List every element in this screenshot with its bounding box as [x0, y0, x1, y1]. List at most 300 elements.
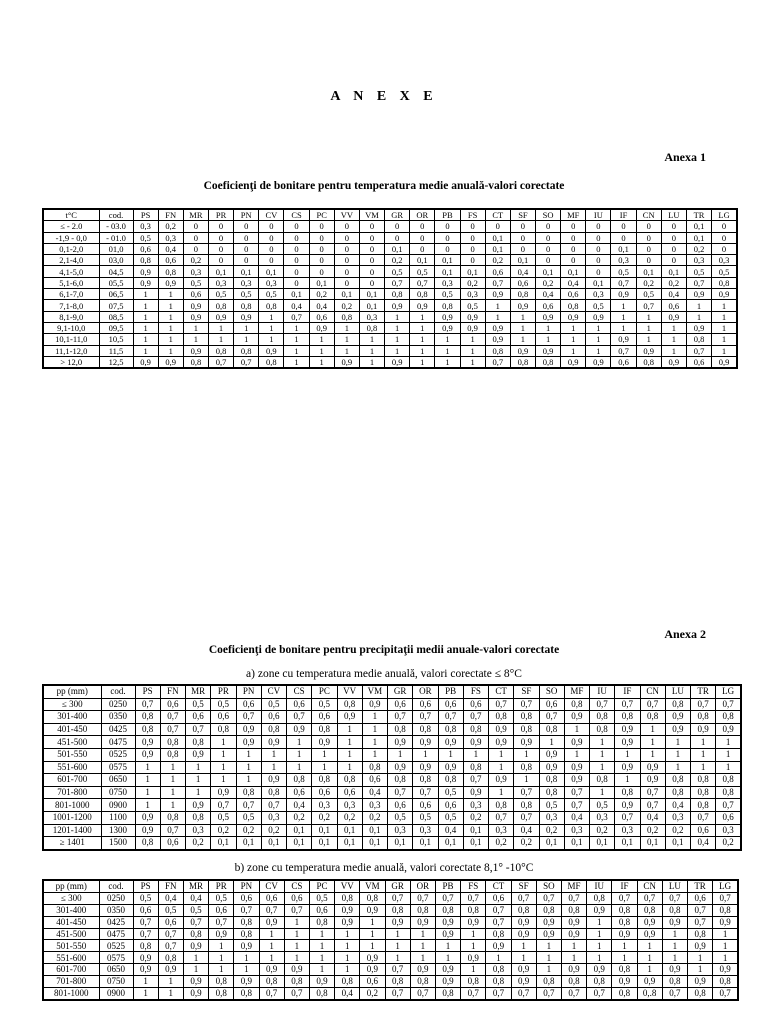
table-cell: 0,5	[586, 300, 611, 311]
table-cell: 1	[158, 289, 183, 300]
table-cell: 0,8	[514, 723, 539, 736]
table-cell: 0,1	[211, 837, 236, 850]
table-cell: 0,9	[489, 736, 514, 749]
table-cell: 0,7	[388, 786, 413, 799]
table-cell: 1	[261, 748, 286, 761]
column-header: FN	[158, 209, 183, 221]
table-cell: 0,9	[536, 928, 561, 940]
table-cell: 1	[691, 736, 716, 749]
table-cell: 0,3	[388, 824, 413, 837]
table-cell: 0,5	[438, 811, 463, 824]
table-cell: 0	[359, 221, 384, 232]
table-cell: 0,3	[183, 266, 208, 277]
table-cell: ≥ 1401	[43, 837, 101, 850]
table-cell: 0,9	[234, 976, 259, 988]
table-row	[43, 334, 737, 345]
table-cell: 0	[234, 232, 259, 243]
table-cell: 0,8	[183, 928, 208, 940]
table-cell: 0,8	[438, 774, 463, 787]
table-cell: 0,9	[209, 928, 234, 940]
table-cell: 0,9	[385, 300, 410, 311]
table-cell: 0,6	[261, 711, 286, 724]
table-cell: 0,8	[186, 736, 211, 749]
table-cell: 0,9	[637, 928, 662, 940]
table-cell: 0,7	[687, 916, 712, 928]
table-cell: 1	[385, 311, 410, 322]
table-cell: 0,2	[514, 837, 539, 850]
table-cell: 1	[337, 723, 362, 736]
table-cell: 1	[590, 786, 615, 799]
table-cell: 1201-1400	[43, 824, 101, 837]
table-cell: 0,7	[561, 892, 586, 904]
column-header: TR	[686, 209, 711, 221]
table-cell: 0,8	[158, 266, 183, 277]
column-header: CS	[284, 880, 309, 892]
table-cell: 0,8	[691, 711, 716, 724]
table-cell: 0,8	[160, 736, 185, 749]
table-cell: 0,1	[564, 837, 589, 850]
table-cell: 0,8	[410, 904, 435, 916]
column-header: SF	[510, 209, 535, 221]
table-cell: 0,8	[587, 976, 612, 988]
table-cell: 501-550	[43, 748, 101, 761]
table-cell: 0,7	[691, 698, 716, 711]
table-cell: 0,5	[435, 289, 460, 300]
table-cell: 0,9	[186, 799, 211, 812]
table-cell: 0	[435, 243, 460, 254]
column-header: CN	[640, 685, 665, 698]
table-cell: 1	[586, 322, 611, 333]
table-cell: 0,1	[410, 255, 435, 266]
table-cell: 0,2	[590, 824, 615, 837]
table-cell: 0,8	[410, 289, 435, 300]
table-cell: 0,3	[665, 811, 690, 824]
table-cell: 0,6	[133, 243, 158, 254]
table-cell: 0,1	[359, 300, 384, 311]
table-cell: 1	[309, 334, 334, 345]
table-cell: 0	[460, 232, 485, 243]
table-cell: 1	[586, 345, 611, 356]
table-cell: 0,8	[160, 811, 185, 824]
table-cell: 1	[485, 311, 510, 322]
table-cell: 0,7	[133, 916, 158, 928]
column-header: TR	[687, 880, 712, 892]
table-cell: 1	[133, 976, 158, 988]
table-cell: 0,7	[640, 786, 665, 799]
table-cell: 0,8	[234, 988, 259, 1000]
table-cell: 0,5	[209, 892, 234, 904]
table-cell: 0,8	[539, 723, 564, 736]
table-cell: 0,6	[259, 892, 284, 904]
table-cell: 0,7	[716, 799, 741, 812]
table-cell: 0,7	[485, 277, 510, 288]
table-cell: 0,2	[539, 824, 564, 837]
table-cell: 1	[662, 928, 687, 940]
table-cell: 0,4	[183, 892, 208, 904]
table-cell: 0,7	[514, 811, 539, 824]
column-header: MF	[561, 209, 586, 221]
table-cell: 0,9	[335, 916, 360, 928]
table-cell: 0,1	[485, 243, 510, 254]
table-cell: 1	[183, 964, 208, 976]
table-cell: 1	[561, 322, 586, 333]
table-cell: 401-450	[43, 723, 101, 736]
column-header: PB	[438, 685, 463, 698]
table-cell: 0,9	[133, 356, 158, 368]
table-cell: 0,2	[360, 988, 385, 1000]
table-cell: 301-400	[43, 904, 99, 916]
table-cell: 0	[586, 255, 611, 266]
table-cell: 1	[489, 761, 514, 774]
table-row	[43, 356, 737, 368]
table-cell: 0,9	[413, 736, 438, 749]
table-cell: 05,5	[99, 277, 133, 288]
table-cell: 0,3	[435, 277, 460, 288]
table-cell: 0	[510, 221, 535, 232]
table-cell: 0,1	[590, 837, 615, 850]
table-row	[43, 723, 741, 736]
table-cell: 0,7	[410, 277, 435, 288]
table-cell: 0,9	[564, 711, 589, 724]
table-row	[43, 964, 738, 976]
table-cell: 1	[640, 723, 665, 736]
table-cell: 0250	[99, 892, 133, 904]
subtitle-a: a) zone cu temperatura medie anuală, valori corectate ≤ 8°C	[246, 668, 522, 680]
table-cell: 0,4	[640, 811, 665, 824]
table-cell: 0,7	[486, 916, 511, 928]
table-cell: 0	[259, 221, 284, 232]
table-cell: 0,9	[611, 334, 636, 345]
table-cell: 0,3	[489, 824, 514, 837]
table-cell: 0,1	[536, 266, 561, 277]
table-cell: 0,9	[561, 356, 586, 368]
table-cell: 0,9	[158, 356, 183, 368]
table-row	[43, 711, 741, 724]
table-cell: 0900	[101, 799, 135, 812]
table-cell: 0,9	[612, 928, 637, 940]
table-cell: 0,8	[590, 711, 615, 724]
column-header: pp (mm)	[43, 880, 99, 892]
table-cell: 0	[309, 266, 334, 277]
table-cell: 0,8	[713, 904, 738, 916]
table-cell: 1	[312, 748, 337, 761]
table-cell: 11,1-12,0	[43, 345, 99, 356]
table-cell: 1	[135, 761, 160, 774]
table-cell: 0,9	[234, 940, 259, 952]
table-cell: 0,4	[536, 289, 561, 300]
table-cell: 1	[611, 300, 636, 311]
table-cell: 0,6	[284, 892, 309, 904]
table-cell: 1	[211, 748, 236, 761]
table-cell: 0	[586, 266, 611, 277]
table-cell: 0,9	[611, 289, 636, 300]
table-cell: 0	[410, 232, 435, 243]
table-cell: 1	[359, 345, 384, 356]
table-cell: 0	[208, 243, 233, 254]
table-cell: 7,1-8,0	[43, 300, 99, 311]
table-cell: 0,8	[536, 356, 561, 368]
table-cell: 0,2	[312, 811, 337, 824]
table-cell: 0,8	[186, 811, 211, 824]
table-cell: 1	[612, 940, 637, 952]
table-cell: 0,6	[561, 289, 586, 300]
column-header: SF	[514, 685, 539, 698]
table-cell: 0,9	[158, 964, 183, 976]
table-cell: 0,1	[388, 837, 413, 850]
table-cell: 0,1	[435, 266, 460, 277]
table-cell: 1	[410, 345, 435, 356]
table-cell: 0	[359, 243, 384, 254]
table-cell: 0,2	[536, 277, 561, 288]
table-cell: 0	[309, 255, 334, 266]
table-cell: 1	[691, 761, 716, 774]
table-cell: 0	[334, 277, 359, 288]
column-header: MR	[186, 685, 211, 698]
table-cell: 0,8	[612, 904, 637, 916]
table-cell: 0,8	[312, 723, 337, 736]
table-cell: 0,1	[636, 266, 661, 277]
table-cell: 1	[133, 322, 158, 333]
table-cell: 0,9	[259, 916, 284, 928]
column-header: FS	[460, 209, 485, 221]
column-header: CS	[287, 685, 312, 698]
table-cell: 0,7	[636, 300, 661, 311]
table-cell: 0,2	[261, 824, 286, 837]
table-cell: 0,1	[460, 266, 485, 277]
table-cell: 0,9	[309, 322, 334, 333]
table-row	[43, 300, 737, 311]
table-cell: 0,5	[133, 232, 158, 243]
table-cell: 0,7	[564, 799, 589, 812]
table-cell: 1	[135, 799, 160, 812]
table-cell: 1	[211, 736, 236, 749]
column-header: PC	[309, 880, 334, 892]
table-cell: 1	[712, 311, 737, 322]
table-cell: 0,7	[438, 711, 463, 724]
table-cell: 1	[536, 322, 561, 333]
table-cell: 0,4	[564, 811, 589, 824]
page-title: A N E X E	[330, 89, 438, 104]
table-cell: 0,9	[236, 723, 261, 736]
table-cell: 0,9	[135, 811, 160, 824]
table-cell: 0,8	[261, 786, 286, 799]
table-cell: 0,8	[539, 774, 564, 787]
table-cell: 0,2	[716, 837, 741, 850]
table-cell: 1	[514, 774, 539, 787]
table-cell: 1	[564, 723, 589, 736]
table-cell: 0,4	[661, 289, 686, 300]
table-cell: 0,8	[636, 356, 661, 368]
table-cell: 1500	[101, 837, 135, 850]
table-cell: 06,5	[99, 289, 133, 300]
column-header: LG	[716, 685, 741, 698]
table-cell: 1	[637, 952, 662, 964]
table-cell: 0,7	[287, 711, 312, 724]
table-cell: 1	[615, 748, 640, 761]
table-cell: 0	[661, 243, 686, 254]
table-cell: 1	[686, 300, 711, 311]
table-cell: 0,9	[615, 799, 640, 812]
table-row	[43, 698, 741, 711]
table-cell: 1	[410, 356, 435, 368]
column-header: CT	[486, 880, 511, 892]
table-cell: 0,8	[687, 928, 712, 940]
table-cell: 1	[337, 761, 362, 774]
table-cell: 0,7	[385, 277, 410, 288]
table-cell: 0,7	[514, 698, 539, 711]
table-row	[43, 277, 737, 288]
table-cell: 0	[183, 243, 208, 254]
table-cell: 0,8	[236, 786, 261, 799]
column-header: SO	[539, 685, 564, 698]
table-cell: 0,8	[665, 698, 690, 711]
table-cell: 0,9	[561, 964, 586, 976]
column-header: CV	[259, 880, 284, 892]
table-cell: 1	[158, 322, 183, 333]
table-cell: 0,4	[287, 799, 312, 812]
table-cell: 0,7	[662, 988, 687, 1000]
table-cell: 0	[485, 221, 510, 232]
table-cell: 0,6	[362, 774, 387, 787]
column-header: CT	[485, 209, 510, 221]
table-cell: 0250	[101, 698, 135, 711]
table-cell: 0,7	[561, 988, 586, 1000]
table-cell: 0,7	[640, 698, 665, 711]
table-cell: 1	[362, 736, 387, 749]
table-cell: 1	[360, 928, 385, 940]
table-cell: 0,7	[388, 711, 413, 724]
table-cell: 0,9	[713, 916, 738, 928]
table-cell: 0425	[99, 916, 133, 928]
table-cell: 0,5	[208, 289, 233, 300]
table-cell: 0,9	[360, 964, 385, 976]
table-cell: 1	[413, 748, 438, 761]
column-header: pp (mm)	[43, 685, 101, 698]
table-cell: 0,8	[385, 976, 410, 988]
table-cell: 0350	[99, 904, 133, 916]
table-cell: 0,8	[665, 786, 690, 799]
column-header: IF	[615, 685, 640, 698]
table-cell: 1	[536, 964, 561, 976]
column-header: GR	[385, 880, 410, 892]
table-cell: 0,7	[687, 904, 712, 916]
table-cell: 0,7	[686, 277, 711, 288]
table-cell: 1	[284, 928, 309, 940]
table-cell: 0,7	[284, 988, 309, 1000]
table-cell: 0,7	[713, 988, 738, 1000]
table-cell: 0,9	[661, 311, 686, 322]
table-cell: 0,7	[209, 916, 234, 928]
table-cell: 0,7	[160, 824, 185, 837]
table-cell: 0,3	[615, 824, 640, 837]
table-cell: 0,6	[691, 824, 716, 837]
table-cell: 1	[337, 736, 362, 749]
table-cell: 0	[636, 243, 661, 254]
column-header: TR	[691, 685, 716, 698]
table-cell: ≤ - 2.0	[43, 221, 99, 232]
table-cell: 0,7	[511, 892, 536, 904]
table-cell: 0,8	[362, 761, 387, 774]
table-cell: 1	[160, 774, 185, 787]
table-cell: 0,5	[611, 266, 636, 277]
table-cell: 0,1	[463, 824, 488, 837]
table-cell: 0,7	[385, 892, 410, 904]
table-cell: 0,1	[309, 277, 334, 288]
table-cell: 0,7	[463, 774, 488, 787]
table-cell: 0,7	[284, 311, 309, 322]
table-cell: 0,4	[665, 799, 690, 812]
table-cell: 0,9	[536, 916, 561, 928]
table-cell: 0425	[101, 723, 135, 736]
table-cell: 0,9	[536, 311, 561, 322]
table-cell: 0,4	[510, 266, 535, 277]
table-cell: 0,6	[337, 786, 362, 799]
table-cell: 0,9	[514, 736, 539, 749]
table-cell: 0900	[99, 988, 133, 1000]
table-cell: 0	[561, 255, 586, 266]
table-cell: 0,8	[489, 799, 514, 812]
table-cell: 0,8	[261, 723, 286, 736]
table-cell: 0	[410, 221, 435, 232]
table-cell: 0,9	[539, 748, 564, 761]
table-cell: 0,9	[309, 976, 334, 988]
table-row	[43, 837, 741, 850]
table-cell: 0,8	[691, 799, 716, 812]
table-cell: 0,1	[438, 837, 463, 850]
table-cell: 0,8	[312, 774, 337, 787]
table-cell: 0,8	[637, 904, 662, 916]
column-header: FS	[463, 685, 488, 698]
table-cell: 0,6	[312, 786, 337, 799]
table-cell: 0,2	[385, 255, 410, 266]
table-cell: 09,5	[99, 322, 133, 333]
table-cell: 0,9	[485, 334, 510, 345]
table-cell: 0,3	[413, 824, 438, 837]
table-cell: 0	[284, 255, 309, 266]
column-header: PB	[435, 209, 460, 221]
table-cell: ≤ 300	[43, 892, 99, 904]
table-cell: 1	[158, 976, 183, 988]
table-cell: 0,9	[211, 786, 236, 799]
table-cell: 1	[662, 940, 687, 952]
table-cell: 0,8	[259, 976, 284, 988]
table-cell: 0,9	[485, 322, 510, 333]
table-cell: 0,7	[435, 892, 460, 904]
table-cell: 0,7	[211, 799, 236, 812]
table-cell: 0,8	[309, 916, 334, 928]
table-cell: 0,9	[686, 289, 711, 300]
table-cell: 1	[410, 322, 435, 333]
table-cell: 0,1	[561, 266, 586, 277]
table-cell: 0,7	[489, 698, 514, 711]
table-cell: 1	[335, 940, 360, 952]
table-cell: 0,8	[561, 904, 586, 916]
table-cell: 0,9	[463, 736, 488, 749]
table-cell: 0,7	[691, 811, 716, 824]
table-cell: 1	[209, 952, 234, 964]
table-cell: 1	[665, 761, 690, 774]
table-cell: 601-700	[43, 774, 101, 787]
table-cell: 1	[284, 940, 309, 952]
table-cell: 0475	[99, 928, 133, 940]
table-cell: 0,9	[135, 824, 160, 837]
column-header: cod.	[99, 880, 133, 892]
table-cell: 0	[284, 277, 309, 288]
table-cell: 9,1-10,0	[43, 322, 99, 333]
table-cell: 0,9	[687, 976, 712, 988]
table-cell: 0,1	[208, 266, 233, 277]
table-cell: 0,8	[385, 904, 410, 916]
